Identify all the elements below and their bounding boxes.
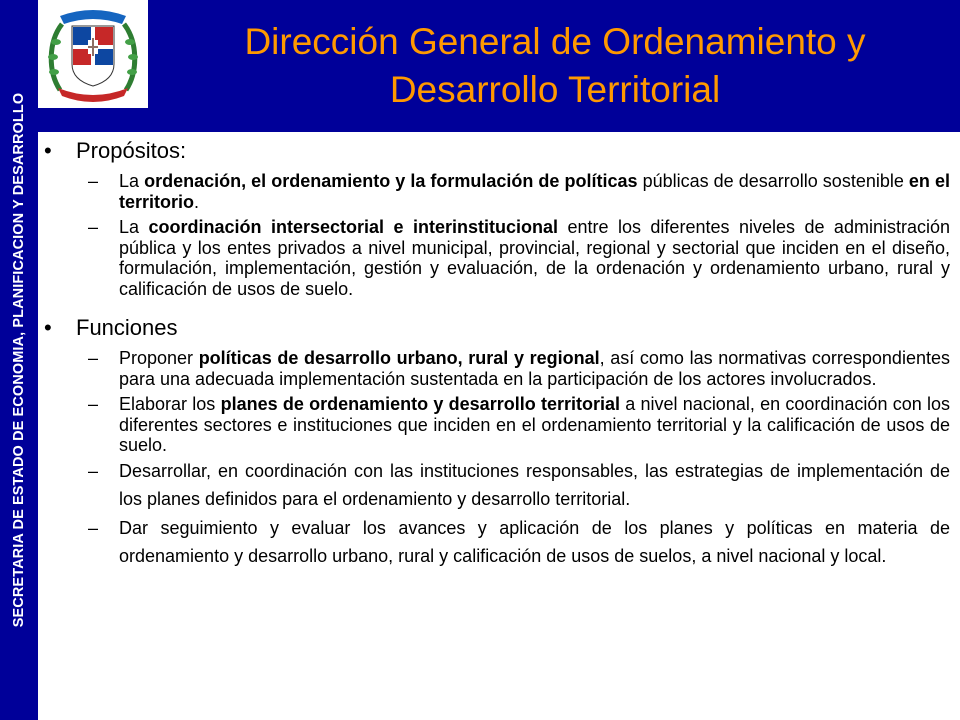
- emphasis-text: ordenación, el ordenamiento y la formulación de políticas: [144, 171, 638, 191]
- item-text: Dar seguimiento y evaluar los avances y aplicación de los planes y políticas en materia de ordenamiento y desarrollo urbano, rural y calificación de usos de suelos, a nivel nacional y local.: [119, 517, 950, 566]
- item-text: Desarrollar, en coordinación con las instituciones responsables, las estrategias de implementación de los planes definidos para el ordenamiento y desarrollo territorial.: [119, 460, 950, 509]
- list-item: [44, 394, 950, 456]
- emphasis-text: políticas de desarrollo urbano, rural y regional: [198, 348, 600, 368]
- emblem-box: [38, 0, 148, 108]
- item-text: Proponer: [119, 348, 199, 368]
- dash-icon: –: [88, 517, 99, 538]
- list-item: [44, 457, 950, 513]
- section-title-text: Propósitos:: [76, 138, 187, 163]
- emphasis-text: coordinación intersectorial e interinstitucional: [148, 217, 558, 237]
- content-body: [44, 136, 950, 570]
- sidebar: [0, 0, 38, 720]
- coat-of-arms-icon: [42, 2, 144, 106]
- item-text: entre los diferentes niveles de administración pública y los entes privados a nivel municipal, provincial, regional y sectorial que inciden en el diseño, formulación, implementación, gestión y evaluación, de la ordenación y ordenamiento urbano, rural y calificación de usos de suelo.: [119, 217, 950, 299]
- section-0: [44, 136, 950, 299]
- dash-icon: –: [88, 217, 99, 237]
- emphasis-text: planes de ordenamiento y desarrollo territorial: [220, 394, 620, 414]
- sidebar-label: SECRETARIA DE ESTADO DE ECONOMIA, PLANIFICACION Y DESARROLLO: [11, 92, 27, 628]
- dash-icon: –: [88, 171, 99, 191]
- list-item: [44, 171, 950, 212]
- list-item: [44, 348, 950, 389]
- dash-icon: –: [88, 348, 99, 368]
- dash-icon: –: [88, 460, 99, 481]
- item-text: La: [119, 171, 145, 191]
- item-text: Elaborar los: [119, 394, 221, 414]
- title-line-1: Dirección General de Ordenamiento y: [244, 21, 866, 62]
- dash-icon: –: [88, 394, 99, 414]
- item-text: , así como las normativas correspondientes para una adecuada implementación sustentada en la participación de los actores involucrados.: [119, 348, 950, 389]
- section-title: [44, 313, 950, 343]
- section-title: [44, 136, 950, 166]
- list-item: [44, 514, 950, 570]
- bullet-icon: •: [44, 138, 52, 163]
- section-title-text: Funciones: [76, 315, 178, 340]
- title-line-2: Desarrollo Territorial: [389, 69, 721, 110]
- bullet-icon: •: [44, 315, 52, 340]
- section-1: [44, 313, 950, 570]
- page-title: [160, 18, 950, 114]
- item-text: .: [194, 191, 200, 212]
- item-text: a nivel nacional, en coordinación con los diferentes sectores e instituciones que inciden en el ordenamiento territorial y la calificación de usos de suelo.: [119, 394, 950, 455]
- item-text: La: [119, 217, 149, 237]
- item-text: públicas de desarrollo sostenible: [637, 171, 909, 191]
- list-item: [44, 217, 950, 299]
- emphasis-text: en el territorio: [119, 171, 950, 212]
